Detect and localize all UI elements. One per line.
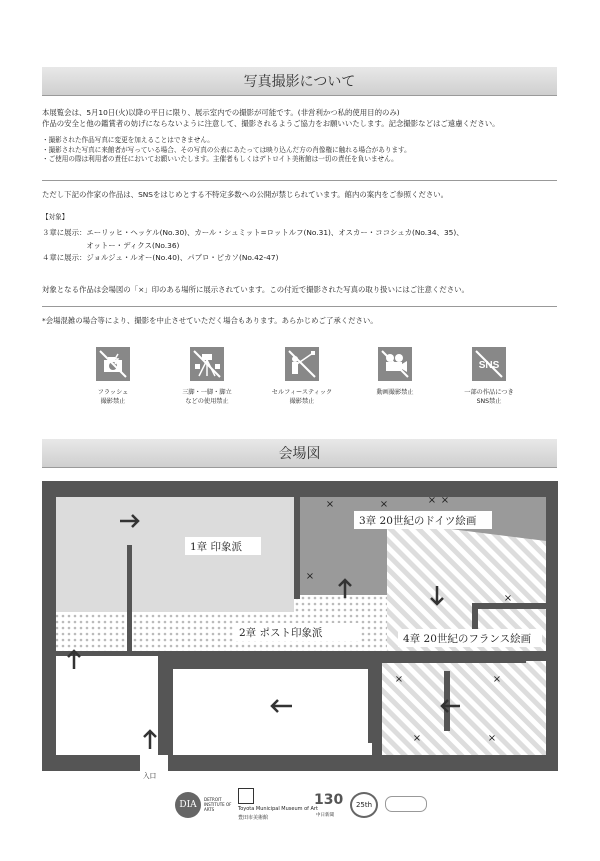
toyota-museum-logo xyxy=(238,788,254,804)
dia-logo-text: DETROIT INSTITUTE OF ARTS xyxy=(204,797,232,812)
targets-label: 【対象】 xyxy=(42,213,69,221)
svg-text:3章 20世紀のドイツ絵画: 3章 20世紀のドイツ絵画 xyxy=(359,515,477,527)
icon-caption: 動画撮影禁止 xyxy=(376,389,414,396)
no-tripod-icon xyxy=(190,347,224,381)
anniversary-logo: 25th xyxy=(350,792,378,818)
svg-text:SNS: SNS xyxy=(478,360,500,371)
notes-list: ・撮影された作品写真に変更を加えることはできません。 ・撮影された写真に来館者が写っている場合、その写真の公表にあたっては映り込んだ方の肖像権に触れる場合があります。 ・ご使用の際は利用者の責任においてお願いいたします。主催者もしくはデトロイト美術館は一切の責任を負いません。 xyxy=(42,136,411,164)
partner-logo xyxy=(385,796,427,812)
crowd-notice: *会場混雑の場合等により、撮影を中止させていただく場合もあります。あらかじめご了承ください。 xyxy=(42,316,378,325)
icon-caption: セルフィースティック 撮影禁止 xyxy=(271,389,333,405)
svg-text:×: × xyxy=(427,495,437,506)
chunichi-logo: 130 xyxy=(314,792,344,808)
section-title-photo: 写真撮影について xyxy=(42,67,557,96)
divider xyxy=(42,180,557,181)
svg-text:×: × xyxy=(503,593,513,604)
no-selfie-stick-icon xyxy=(285,347,319,381)
toyota-museum-ja: 豊田市美術館 xyxy=(238,815,269,821)
svg-text:×: × xyxy=(379,499,389,510)
svg-text:×: × xyxy=(305,571,315,582)
intro-text: 本展覧会は、5月10日(火)以降の平日に限り、展示室内での撮影が可能です。(非営利かつ私的使用目的のみ) 作品の安全と他の鑑賞者の妨げにならないように注意して、撮影されるようご協力をお願いいたします。記念撮影などはご遠慮ください。 xyxy=(42,108,500,128)
entrance-label: 入口 xyxy=(143,772,157,780)
toyota-museum-en: Toyota Municipal Museum of Art xyxy=(238,806,318,812)
svg-text:×: × xyxy=(440,495,450,506)
sns-notice: ただし下記の作家の作品は、SNSをはじめとする不特定多数への公開が禁じられています。館内の案内をご参照ください。 xyxy=(42,190,449,199)
svg-text:2章 ポスト印象派: 2章 ポスト印象派 xyxy=(239,627,323,639)
svg-text:×: × xyxy=(487,733,497,744)
chunichi-text: 中日新聞 xyxy=(316,813,334,818)
icon-caption: フラッシュ 撮影禁止 xyxy=(97,389,129,405)
floor-map xyxy=(42,481,558,771)
divider xyxy=(42,306,557,307)
targets-list: ３章に展示：エーリッヒ・ヘッケル(No.30)、カール・シュミット=ロットルフ(No.31)、オスカー・ココシュカ(No.34、35)、 オットー・ディクス(No.36) ４章に展示：ジョルジュ・ルオー(No.40)、パブロ・ピカソ(No.42-47) xyxy=(42,228,464,263)
svg-text:×: × xyxy=(492,674,502,685)
no-video-icon xyxy=(378,347,412,381)
svg-text:1章 印象派: 1章 印象派 xyxy=(190,541,243,553)
dia-logo: DIA xyxy=(175,792,201,818)
icon-caption: 一部の作品につき SNS禁止 xyxy=(464,389,514,405)
no-sns-icon xyxy=(472,347,506,381)
svg-text:4章 20世紀のフランス絵画: 4章 20世紀のフランス絵画 xyxy=(403,633,532,645)
no-flash-icon xyxy=(96,347,130,381)
svg-text:×: × xyxy=(394,674,404,685)
icon-caption: 三脚・一脚・脚立 などの使用禁止 xyxy=(182,389,232,405)
map-notice: 対象となる作品は会場図の「×」印のある場所に展示されています。この付近で撮影された写真の取り扱いにはご注意ください。 xyxy=(42,285,469,294)
svg-text:×: × xyxy=(325,499,335,510)
section-title-map: 会場図 xyxy=(42,439,557,468)
svg-text:×: × xyxy=(412,733,422,744)
